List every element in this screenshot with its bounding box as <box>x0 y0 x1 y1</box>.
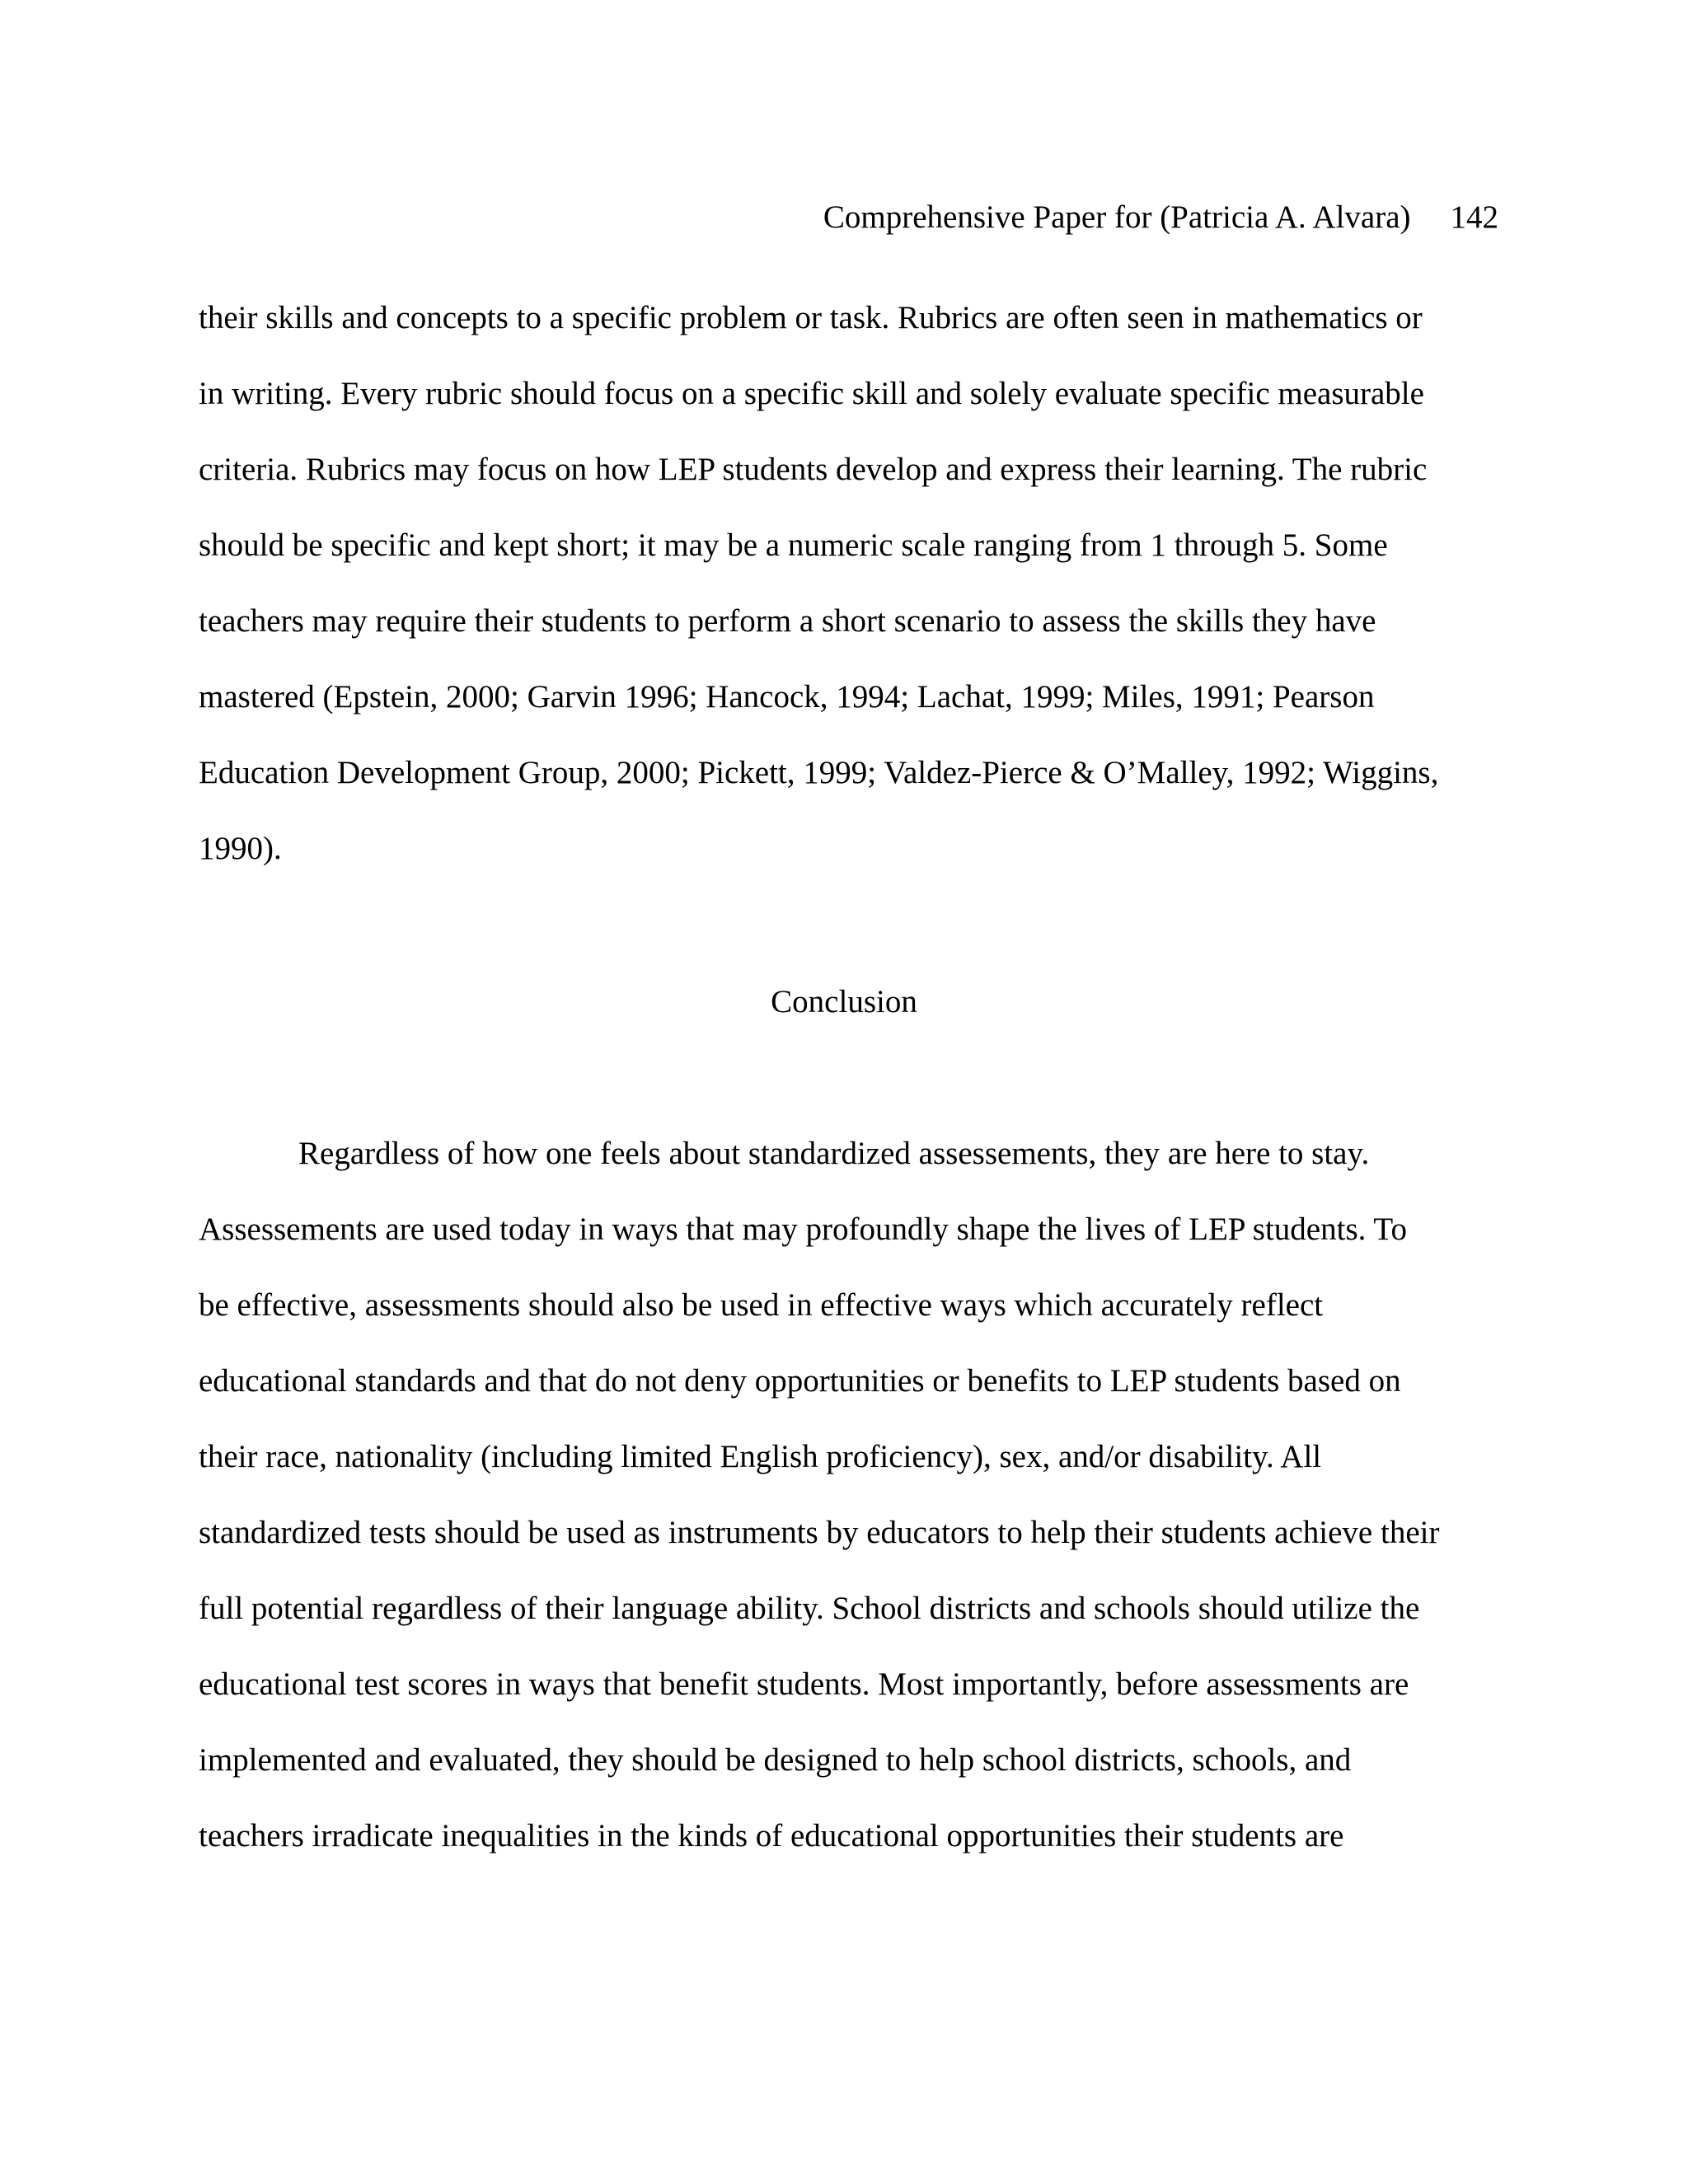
text-line: standardized tests should be used as instruments by educators to help their students achieve their <box>199 1515 1440 1550</box>
text-line: implemented and evaluated, they should be designed to help school districts, schools, and <box>199 1742 1352 1778</box>
text-line: should be specific and kept short; it may be a numeric scale ranging from 1 through 5. Some <box>199 527 1388 563</box>
text-line: teachers may require their students to perform a short scenario to assess the skills they have <box>199 603 1376 639</box>
text-line: educational standards and that do not deny opportunities or benefits to LEP students based on <box>199 1363 1401 1399</box>
text-line-indented: Regardless of how one feels about standardized assessements, they are here to stay. <box>298 1136 1370 1171</box>
text-line: in writing. Every rubric should focus on a specific skill and solely evaluate specific measurable <box>199 376 1424 411</box>
text-line: 1990). <box>199 831 282 866</box>
text-line: mastered (Epstein, 2000; Garvin 1996; Hancock, 1994; Lachat, 1999; Miles, 1991; Pearson <box>199 679 1375 715</box>
text-line: be effective, assessments should also be used in effective ways which accurately reflect <box>199 1287 1324 1323</box>
text-line: their skills and concepts to a specific problem or task. Rubrics are often seen in mathematics or <box>199 300 1423 335</box>
text-line: teachers irradicate inequalities in the kinds of educational opportunities their students are <box>199 1818 1344 1854</box>
running-title: Comprehensive Paper for (Patricia A. Alvara) <box>823 199 1411 235</box>
text-line: Education Development Group, 2000; Pickett, 1999; Valdez-Pierce & O’Malley, 1992; Wiggins, <box>199 755 1439 790</box>
section-heading: Conclusion <box>771 984 917 1019</box>
page-header <box>823 196 1498 239</box>
text-line: full potential regardless of their language ability. School districts and schools should utilize the <box>199 1591 1420 1626</box>
text-line: criteria. Rubrics may focus on how LEP students develop and express their learning. The rubric <box>199 452 1428 487</box>
body-paragraph-2 <box>199 1132 1501 1891</box>
page-number: 142 <box>1450 199 1498 235</box>
text-line: educational test scores in ways that benefit students. Most importantly, before assessments are <box>199 1666 1409 1702</box>
text-line: their race, nationality (including limited English proficiency), sex, and/or disability. All <box>199 1439 1322 1474</box>
text-line: Assessements are used today in ways that may profoundly shape the lives of LEP students. To <box>199 1212 1408 1247</box>
body-paragraph-1 <box>199 297 1501 903</box>
